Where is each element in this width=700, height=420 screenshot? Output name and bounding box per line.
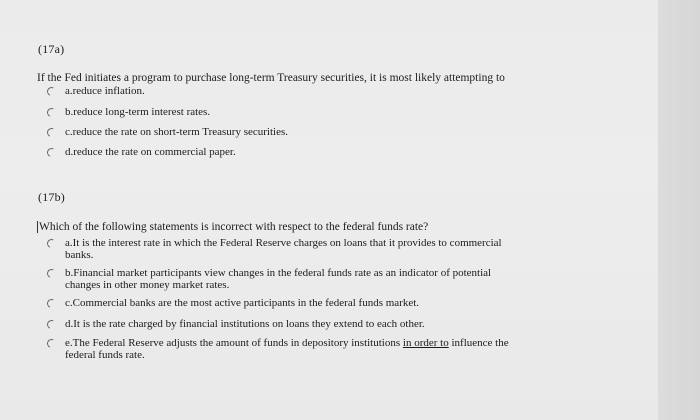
underlined-phrase: in order to [402,337,449,349]
radio-button-icon[interactable] [47,319,55,329]
option-a-line1: a.It is the interest rate in which the Federal Reserve charges on loans that it provides to commercial [65,237,502,249]
option-d-line1: d.It is the rate charged by financial institutions on loans they extend to each other. [65,318,425,330]
question-17a-option-b[interactable]: b.reduce long-term interest rates. [47,106,210,118]
radio-button-icon[interactable] [47,107,55,117]
question-17b-option-b[interactable] [47,267,491,291]
question-17b-id: (17b) [38,190,65,204]
option-e-line2: federal funds rate. [65,349,145,361]
radio-button-icon[interactable] [47,147,55,157]
text-cursor [37,221,38,233]
background-edge [658,0,700,420]
radio-button-icon[interactable] [47,268,55,278]
question-17b-option-e[interactable]: e.The Federal Reserve adjusts the amount of funds in depository institutions in order to influence the federal funds rate. [47,337,509,361]
radio-button-icon[interactable] [47,238,55,248]
question-17a-option-a[interactable]: a.reduce inflation. [47,85,145,97]
question-17b-option-c[interactable] [47,297,419,309]
option-b-line1: b.Financial market participants view changes in the federal funds rate as an indicator of potential [65,267,492,279]
question-17a-option-c[interactable]: c.reduce the rate on short-term Treasury securities. [47,126,288,138]
question-17a-option-d[interactable]: d.reduce the rate on commercial paper. [47,146,236,158]
radio-button-icon[interactable] [47,127,55,137]
question-17b-stem: Which of the following statements is incorrect with respect to the federal funds rate? [39,221,429,233]
radio-button-icon[interactable] [47,298,55,308]
radio-button-icon[interactable] [47,86,55,96]
question-17b-option-d[interactable] [47,318,425,330]
radio-button-icon[interactable] [47,338,55,348]
question-17a-id: (17a) [38,42,65,56]
question-17a-stem: If the Fed initiates a program to purchase long-term Treasury securities, it is most likely attempting to [37,72,505,84]
option-b-line2: changes in other money market rates. [65,279,230,291]
option-c-line1: c.Commercial banks are the most active participants in the federal funds market. [65,297,420,309]
question-17b-option-a[interactable] [47,237,502,261]
option-a-line2: banks. [65,249,94,261]
